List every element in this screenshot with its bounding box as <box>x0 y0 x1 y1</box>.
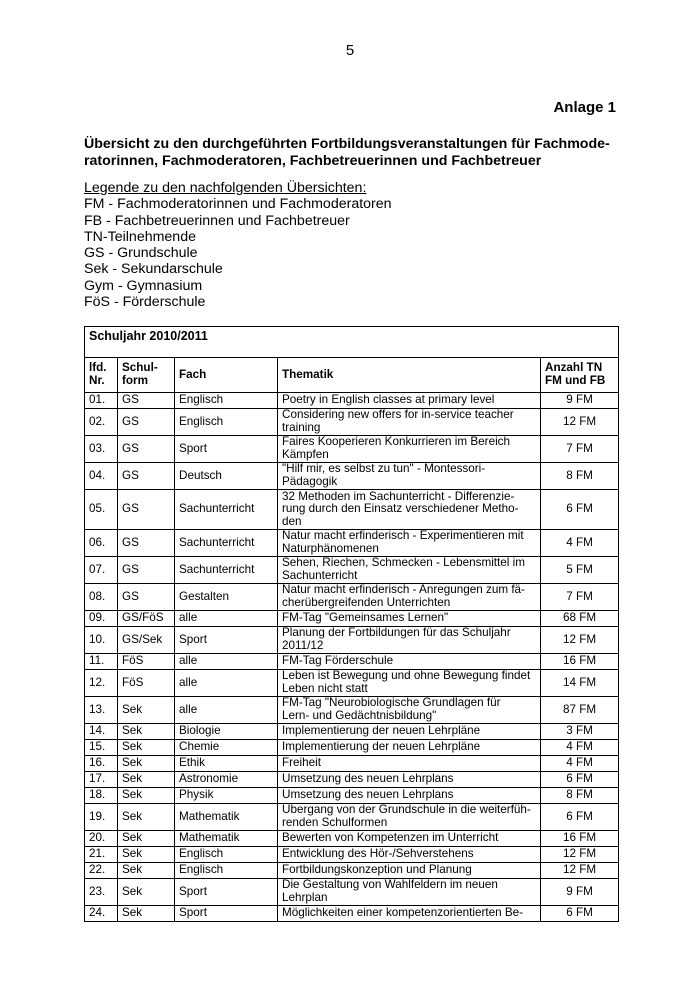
table-row <box>85 831 619 847</box>
row-school-type: GS <box>118 393 175 409</box>
row-subject: Sport <box>175 436 278 463</box>
row-topic-line: training <box>282 421 321 434</box>
row-school-type: Sek <box>118 847 175 863</box>
row-topic-line: Naturphänomenen <box>282 542 379 555</box>
header-no: lfd. Nr. <box>85 358 118 393</box>
row-topic-line: Lern- und Gedächtnisbildung" <box>282 709 437 722</box>
heading-line: Übersicht zu den durchgeführten Fortbildungsveranstaltungen für Fachmode- <box>84 136 610 152</box>
table-row <box>85 670 619 697</box>
row-topic-line: Considering new offers for in-service teacher <box>282 408 514 422</box>
row-school-type: GS/FöS <box>118 611 175 627</box>
row-topic-line: 32 Methoden im Sachunterricht - Differenzie- <box>282 489 515 503</box>
row-subject: Deutsch <box>175 463 278 490</box>
row-topic-line: Umsetzung des neuen Lehrplans <box>282 772 454 786</box>
row-school-type: Sek <box>118 724 175 740</box>
row-number: 24. <box>85 906 118 922</box>
row-topic <box>278 409 541 436</box>
row-topic <box>278 530 541 557</box>
row-topic-line: Lehrplan <box>282 891 328 904</box>
table-row <box>85 847 619 863</box>
row-school-type: Sek <box>118 804 175 831</box>
row-school-type: Sek <box>118 879 175 906</box>
header-topic: Thematik <box>278 358 541 393</box>
table-row <box>85 772 619 788</box>
row-school-type: GS <box>118 436 175 463</box>
row-topic <box>278 831 541 847</box>
row-topic-line: Entwicklung des Hör-/Sehverstehens <box>282 847 474 861</box>
row-topic-line: "Hilf mir, es selbst zu tun" - Montessori- <box>282 462 486 476</box>
legend <box>84 180 392 310</box>
legend-item: GS - Grundschule <box>84 245 198 262</box>
row-subject: alle <box>175 611 278 627</box>
table-row <box>85 724 619 740</box>
row-topic-line: Übergang von der Grundschule in die weiterfüh- <box>282 803 531 817</box>
row-subject: Astronomie <box>175 772 278 788</box>
row-participant-count: 16 FM <box>541 654 619 670</box>
row-topic <box>278 463 541 490</box>
row-number: 06. <box>85 530 118 557</box>
row-topic-line: Sachunterricht <box>282 569 358 582</box>
row-topic-line: Natur macht erfinderisch - Anregungen zum fä- <box>282 583 525 597</box>
row-subject: Mathematik <box>175 831 278 847</box>
row-participant-count: 12 FM <box>541 627 619 654</box>
row-number: 13. <box>85 697 118 724</box>
row-topic <box>278 788 541 804</box>
row-topic <box>278 697 541 724</box>
row-subject: Physik <box>175 788 278 804</box>
table-row <box>85 863 619 879</box>
row-topic <box>278 879 541 906</box>
row-topic-line: FM-Tag "Gemeinsames Lernen" <box>282 611 449 625</box>
row-participant-count: 3 FM <box>541 724 619 740</box>
row-topic-line: Implementierung der neuen Lehrpläne <box>282 740 481 754</box>
row-number: 17. <box>85 772 118 788</box>
row-participant-count: 87 FM <box>541 697 619 724</box>
row-participant-count: 7 FM <box>541 584 619 611</box>
row-topic <box>278 490 541 530</box>
row-topic-line: renden Schulformen <box>282 816 388 829</box>
table-row <box>85 584 619 611</box>
row-topic-line: Kämpfen <box>282 448 329 461</box>
school-year: Schuljahr 2010/2011 <box>85 327 619 358</box>
table-row <box>85 530 619 557</box>
row-topic-line: Planung der Fortbildungen für das Schuljahr <box>282 626 511 640</box>
heading-line: ratorinnen, Fachmoderatoren, Fachbetreuerinnen und Fachbetreuer <box>84 153 542 169</box>
row-topic-line: FM-Tag Förderschule <box>282 654 394 668</box>
legend-item: Gym - Gymnasium <box>84 277 203 294</box>
row-school-type: GS <box>118 409 175 436</box>
row-topic <box>278 584 541 611</box>
row-topic-line: Faires Kooperieren Konkurrieren im Bereich <box>282 435 511 449</box>
document-heading <box>84 136 618 170</box>
table-row <box>85 409 619 436</box>
table-row <box>85 557 619 584</box>
row-school-type: Sek <box>118 756 175 772</box>
table-header-row <box>85 358 619 393</box>
legend-item: FöS - Förderschule <box>84 294 206 311</box>
row-number: 20. <box>85 831 118 847</box>
row-topic <box>278 772 541 788</box>
row-number: 10. <box>85 627 118 654</box>
row-number: 05. <box>85 490 118 530</box>
row-topic <box>278 756 541 772</box>
legend-item: FB - Fachbetreuerinnen und Fachbetreuer <box>84 212 350 229</box>
row-number: 16. <box>85 756 118 772</box>
row-number: 11. <box>85 654 118 670</box>
training-table <box>84 326 619 922</box>
row-topic-line: 2011/12 <box>282 639 324 652</box>
row-number: 22. <box>85 863 118 879</box>
table-row <box>85 654 619 670</box>
row-topic-line: Leben ist Bewegung und ohne Bewegung findet <box>282 669 531 683</box>
row-participant-count: 4 FM <box>541 530 619 557</box>
legend-title: Legende zu den nachfolgenden Übersichten: <box>84 180 367 196</box>
row-topic-line: Natur macht erfinderisch - Experimentieren mit <box>282 529 524 543</box>
table-row <box>85 804 619 831</box>
row-school-type: Sek <box>118 697 175 724</box>
header-subject: Fach <box>175 358 278 393</box>
row-school-type: GS <box>118 530 175 557</box>
row-subject: Chemie <box>175 740 278 756</box>
row-participant-count: 4 FM <box>541 740 619 756</box>
row-number: 19. <box>85 804 118 831</box>
row-topic-line: Möglichkeiten einer kompetenzorientierten Be- <box>282 906 524 920</box>
row-participant-count: 7 FM <box>541 436 619 463</box>
row-topic-line: cherübergreifenden Unterrichten <box>282 596 451 609</box>
row-topic <box>278 724 541 740</box>
row-participant-count: 5 FM <box>541 557 619 584</box>
annex-label: Anlage 1 <box>553 99 616 116</box>
row-subject: Sport <box>175 627 278 654</box>
row-number: 15. <box>85 740 118 756</box>
row-number: 14. <box>85 724 118 740</box>
row-subject: Englisch <box>175 393 278 409</box>
row-topic-line: Leben nicht statt <box>282 682 368 695</box>
table-row <box>85 393 619 409</box>
row-participant-count: 12 FM <box>541 409 619 436</box>
row-topic-line: den <box>282 514 302 528</box>
row-topic <box>278 627 541 654</box>
row-school-type: GS <box>118 490 175 530</box>
header-count: Anzahl TN FM und FB <box>541 358 619 393</box>
row-subject: Englisch <box>175 409 278 436</box>
row-participant-count: 6 FM <box>541 490 619 530</box>
row-participant-count: 8 FM <box>541 788 619 804</box>
row-subject: Sport <box>175 879 278 906</box>
row-number: 01. <box>85 393 118 409</box>
table-row <box>85 463 619 490</box>
table-row <box>85 436 619 463</box>
row-subject: Sachunterricht <box>175 490 278 530</box>
legend-item: Sek - Sekundarschule <box>84 261 223 278</box>
row-subject: alle <box>175 670 278 697</box>
row-topic-line: Fortbildungskonzeption und Planung <box>282 863 472 877</box>
row-school-type: Sek <box>118 831 175 847</box>
row-participant-count: 6 FM <box>541 804 619 831</box>
row-school-type: GS/Sek <box>118 627 175 654</box>
row-subject: Sachunterricht <box>175 530 278 557</box>
row-school-type: Sek <box>118 772 175 788</box>
table-row <box>85 788 619 804</box>
row-subject: Biologie <box>175 724 278 740</box>
row-number: 23. <box>85 879 118 906</box>
row-number: 03. <box>85 436 118 463</box>
row-participant-count: 6 FM <box>541 772 619 788</box>
row-participant-count: 12 FM <box>541 863 619 879</box>
row-number: 07. <box>85 557 118 584</box>
row-school-type: FöS <box>118 654 175 670</box>
row-school-type: Sek <box>118 740 175 756</box>
row-topic <box>278 611 541 627</box>
row-topic-line: Sehen, Riechen, Schmecken - Lebensmittel im <box>282 556 525 570</box>
row-topic-line: rung durch den Einsatz verschiedener Metho- <box>282 502 519 516</box>
row-school-type: FöS <box>118 670 175 697</box>
row-topic <box>278 906 541 922</box>
row-topic <box>278 670 541 697</box>
row-topic-line: Implementierung der neuen Lehrpläne <box>282 724 481 738</box>
table-row <box>85 627 619 654</box>
legend-item: FM - Fachmoderatorinnen und Fachmoderatoren <box>84 196 392 213</box>
row-subject: Sachunterricht <box>175 557 278 584</box>
row-number: 18. <box>85 788 118 804</box>
row-topic-line: Die Gestaltung von Wahlfeldern im neuen <box>282 878 498 892</box>
row-school-type: Sek <box>118 788 175 804</box>
table-row <box>85 611 619 627</box>
row-topic-line: FM-Tag "Neurobiologische Grundlagen für <box>282 696 501 710</box>
row-number: 21. <box>85 847 118 863</box>
row-participant-count: 16 FM <box>541 831 619 847</box>
row-subject: Sport <box>175 906 278 922</box>
row-subject: Englisch <box>175 847 278 863</box>
row-topic <box>278 740 541 756</box>
row-participant-count: 68 FM <box>541 611 619 627</box>
row-subject: alle <box>175 697 278 724</box>
table-row <box>85 740 619 756</box>
row-topic-line: Bewerten von Kompetenzen im Unterricht <box>282 831 499 845</box>
row-participant-count: 8 FM <box>541 463 619 490</box>
row-topic-line: Poetry in English classes at primary level <box>282 393 495 407</box>
row-topic <box>278 393 541 409</box>
row-school-type: GS <box>118 584 175 611</box>
row-number: 09. <box>85 611 118 627</box>
row-topic <box>278 804 541 831</box>
row-participant-count: 4 FM <box>541 756 619 772</box>
row-subject: Ethik <box>175 756 278 772</box>
row-participant-count: 14 FM <box>541 670 619 697</box>
row-topic <box>278 436 541 463</box>
table-row <box>85 879 619 906</box>
row-subject: Gestalten <box>175 584 278 611</box>
row-topic <box>278 847 541 863</box>
row-subject: Englisch <box>175 863 278 879</box>
row-number: 02. <box>85 409 118 436</box>
row-topic <box>278 557 541 584</box>
row-topic <box>278 654 541 670</box>
row-number: 08. <box>85 584 118 611</box>
row-topic-line: Freiheit <box>282 756 321 770</box>
row-subject: alle <box>175 654 278 670</box>
row-school-type: GS <box>118 463 175 490</box>
row-subject: Mathematik <box>175 804 278 831</box>
table-row <box>85 490 619 530</box>
row-school-type: Sek <box>118 906 175 922</box>
row-participant-count: 9 FM <box>541 393 619 409</box>
page-number: 5 <box>345 42 355 59</box>
table-row <box>85 906 619 922</box>
row-number: 04. <box>85 463 118 490</box>
row-topic <box>278 863 541 879</box>
row-number: 12. <box>85 670 118 697</box>
row-participant-count: 12 FM <box>541 847 619 863</box>
header-school-type: Schul- form <box>118 358 175 393</box>
row-school-type: Sek <box>118 863 175 879</box>
row-topic-line: Pädagogik <box>282 475 338 488</box>
legend-item: TN-Teilnehmende <box>84 228 196 245</box>
table-row <box>85 697 619 724</box>
row-participant-count: 6 FM <box>541 906 619 922</box>
row-school-type: GS <box>118 557 175 584</box>
table-row <box>85 756 619 772</box>
row-participant-count: 9 FM <box>541 879 619 906</box>
row-topic-line: Umsetzung des neuen Lehrplans <box>282 788 454 802</box>
